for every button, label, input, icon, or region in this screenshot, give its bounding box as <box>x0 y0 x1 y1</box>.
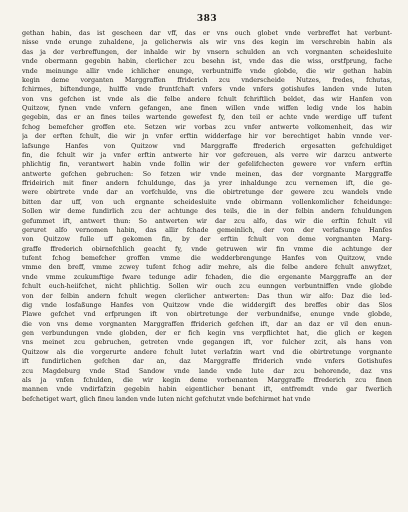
text-line: die von vns deme vorgnanten Marggraffen ffriderich gefchen ift, dar an daz er vil den enun- <box>22 319 392 328</box>
text-line: lafsunge Hanfes von Quitzow vnd Marggraffe ffrederich ergesatten gefchuldiget <box>22 141 392 150</box>
text-line: antwerte gefchen gebruchen: So fetzen wir vnde meinen, das der vorgnante Marggraffe <box>22 169 392 178</box>
text-line: ffrideirich mit finer andern fchuldunge, das ja yrer inhaldunge zcu vernemen ift, die ge- <box>22 179 392 187</box>
text-line: vnde vmme zcukumftige fware tedunge adir fchaden, die die ergenante Marggraffe an der <box>22 272 392 281</box>
text-line: gefummet ift, antwert thun: So antwerten wir dar zcu alfo, das wir die erftin fchult vil <box>22 216 392 225</box>
text-line: dig vnde losfaßunge Hanfes von Quitzow vnde die widdergift des breffes obir das Slos <box>22 300 392 309</box>
text-line: fchirmes, biftendunge, hulffe vnde fruntfchaft vnfers vnde vnfers gotishufes landen vnde luten <box>22 85 392 94</box>
text-line: gegebin, das er an fines teiles wartende gewefest fy, den teil er achte vnde werdige uff tufent <box>22 113 392 122</box>
body-text <box>22 29 392 404</box>
text-line: fchog bemefcher groffen ete. Setzen wir vorbas zcu vnfer antwerte volkomenheit, das wir <box>22 122 392 131</box>
text-line: mannen vnde vndirfafzin gegebin habin eigentlicher benant ift, entfremdt vnde gar fwerlich <box>22 385 392 394</box>
text-line: Plawe gefchet vnd erfprungen ift von obirtretunge der verbundnifse, enunge vnde globde, <box>22 310 392 319</box>
text-line: fchult euch-heiifchet, nicht phlichtig. Sollen wir ouch zcu eunngen verbuntniffen vnde globde <box>22 282 392 291</box>
text-line: vnde obermann gegebin habin, clerlicher zcu besehn ist, vnde das die wiss, orstfprung, fache <box>22 57 392 66</box>
text-line: Sollen wir deme fundirlich zcu der achtunge des teils, die in der felbin andern fchuldungen <box>22 207 392 216</box>
text-line: vmme den breff, vmme zcwey tufent fchog adir mehre, als die felbe andere fchult anwyfzet, <box>22 263 392 272</box>
text-line: graffe ffrederich obirnefchlich geacht fy, vnde getruwen wir fin vmme die achtunge der <box>22 244 392 253</box>
text-line: das ja der verbreffungen, der inhalde wir by vnsern schulden an vch vorgnanten scheidesluite <box>22 47 392 56</box>
text-line: Quitzow als die vorgerurte andere fchult lutet verlafzin wart vnd die obirtretunge vorgnante <box>22 347 392 356</box>
text-line: ja der erften fchult, die wir jn vnfer erftin widderfage hir vor berechtiget habin vnnde ver- <box>22 132 392 141</box>
text-line: vnde meinunge allir vnde ichlicher enunge, verbuntniffe vnde globde, die wir gethan habin <box>22 66 392 75</box>
text-line: kegin deme vorganten Marggraffen ffriderich zcu vnderscheide Nutzes, fredes, fchutas, <box>22 75 392 84</box>
text-line: phlichtig fin, verantwert habin vnde follin wir der gefelifchecten gewere vor vnfern erftin <box>22 160 392 169</box>
text-line: als ja vnfen fchulden, die wir kegin deme vorbenanten Marggraffe ffrederich zcu finen <box>22 375 392 384</box>
text-line: vns meinet zcu gebruchen, getreten vnde gegangen ift, vor fulcher zcit, als hans von <box>22 338 392 347</box>
page-number: 383 <box>196 14 218 24</box>
text-line: were obirtrete vnde dar an vorfchulde, vns die obirtretunge der gewere zcu wandels vnde <box>22 188 392 197</box>
text-line: Quitzow, fynen vnde vnfern gefangen, ane finen willen vnde wiffen ledig vnde los habin <box>22 104 392 112</box>
text-line: von der felbin andern fchult wegen clerlicher antwerten: Das thun wir alfo: Daz die led- <box>22 291 392 300</box>
text-line: zcu Magdeburg vnde Stad Sandow vnde lande vnde lute dar zcu behorende, daz vns <box>22 366 392 375</box>
text-line: nisse vnde erunge zuhaldene, ja gelicherwis als wir vns des kegin im verschrebin habin als <box>22 38 392 47</box>
text-line: bitten dar uff, von uch ergnante scheidesluite vnde obirmann vollenkomlicher fcheidunge: <box>22 197 392 206</box>
text-line: gen verbundungen vnde globden, der er fich kegin vns verpflichtet hat, die glich er kegen <box>22 329 392 337</box>
text-line: geruret alfo vernomen habin, das allir fchade gemeinlich, der von der verlafsunge Hanfes <box>22 225 392 234</box>
text-line: tufent fchog bemefcher groffen vmme die wedderbrengunge Hanfes von Quitzow, vnde <box>22 254 392 262</box>
text-line: befchetiget wart, glich fineu landen vnde luten nicht gefchutzt vnde befchirmet hat vnde <box>22 394 311 403</box>
text-line: ift fundirlichen gefchen dar an, daz Marggraffe ffriderich vnde vnfers Gotishufes <box>22 357 392 366</box>
text-line: fin, die fchult wir ja vnfer erftin antwerte hir vor gefcreuen, als verre wir darzcu antwerte <box>22 150 392 159</box>
text-line: von Quitzow fulle uff gekomen fin, by der erftin fchult von deme vorgnanten Marg- <box>22 235 392 244</box>
text-line: gethan habin, das ist gescheen dar vff, das er vns ouch globet vnde verbreffet hat verbunt- <box>22 29 392 37</box>
text-line: von vns gefchen ist vnde als die felbe andere fchult fchriftlich beldet, das wir Hanfen von <box>22 94 392 103</box>
